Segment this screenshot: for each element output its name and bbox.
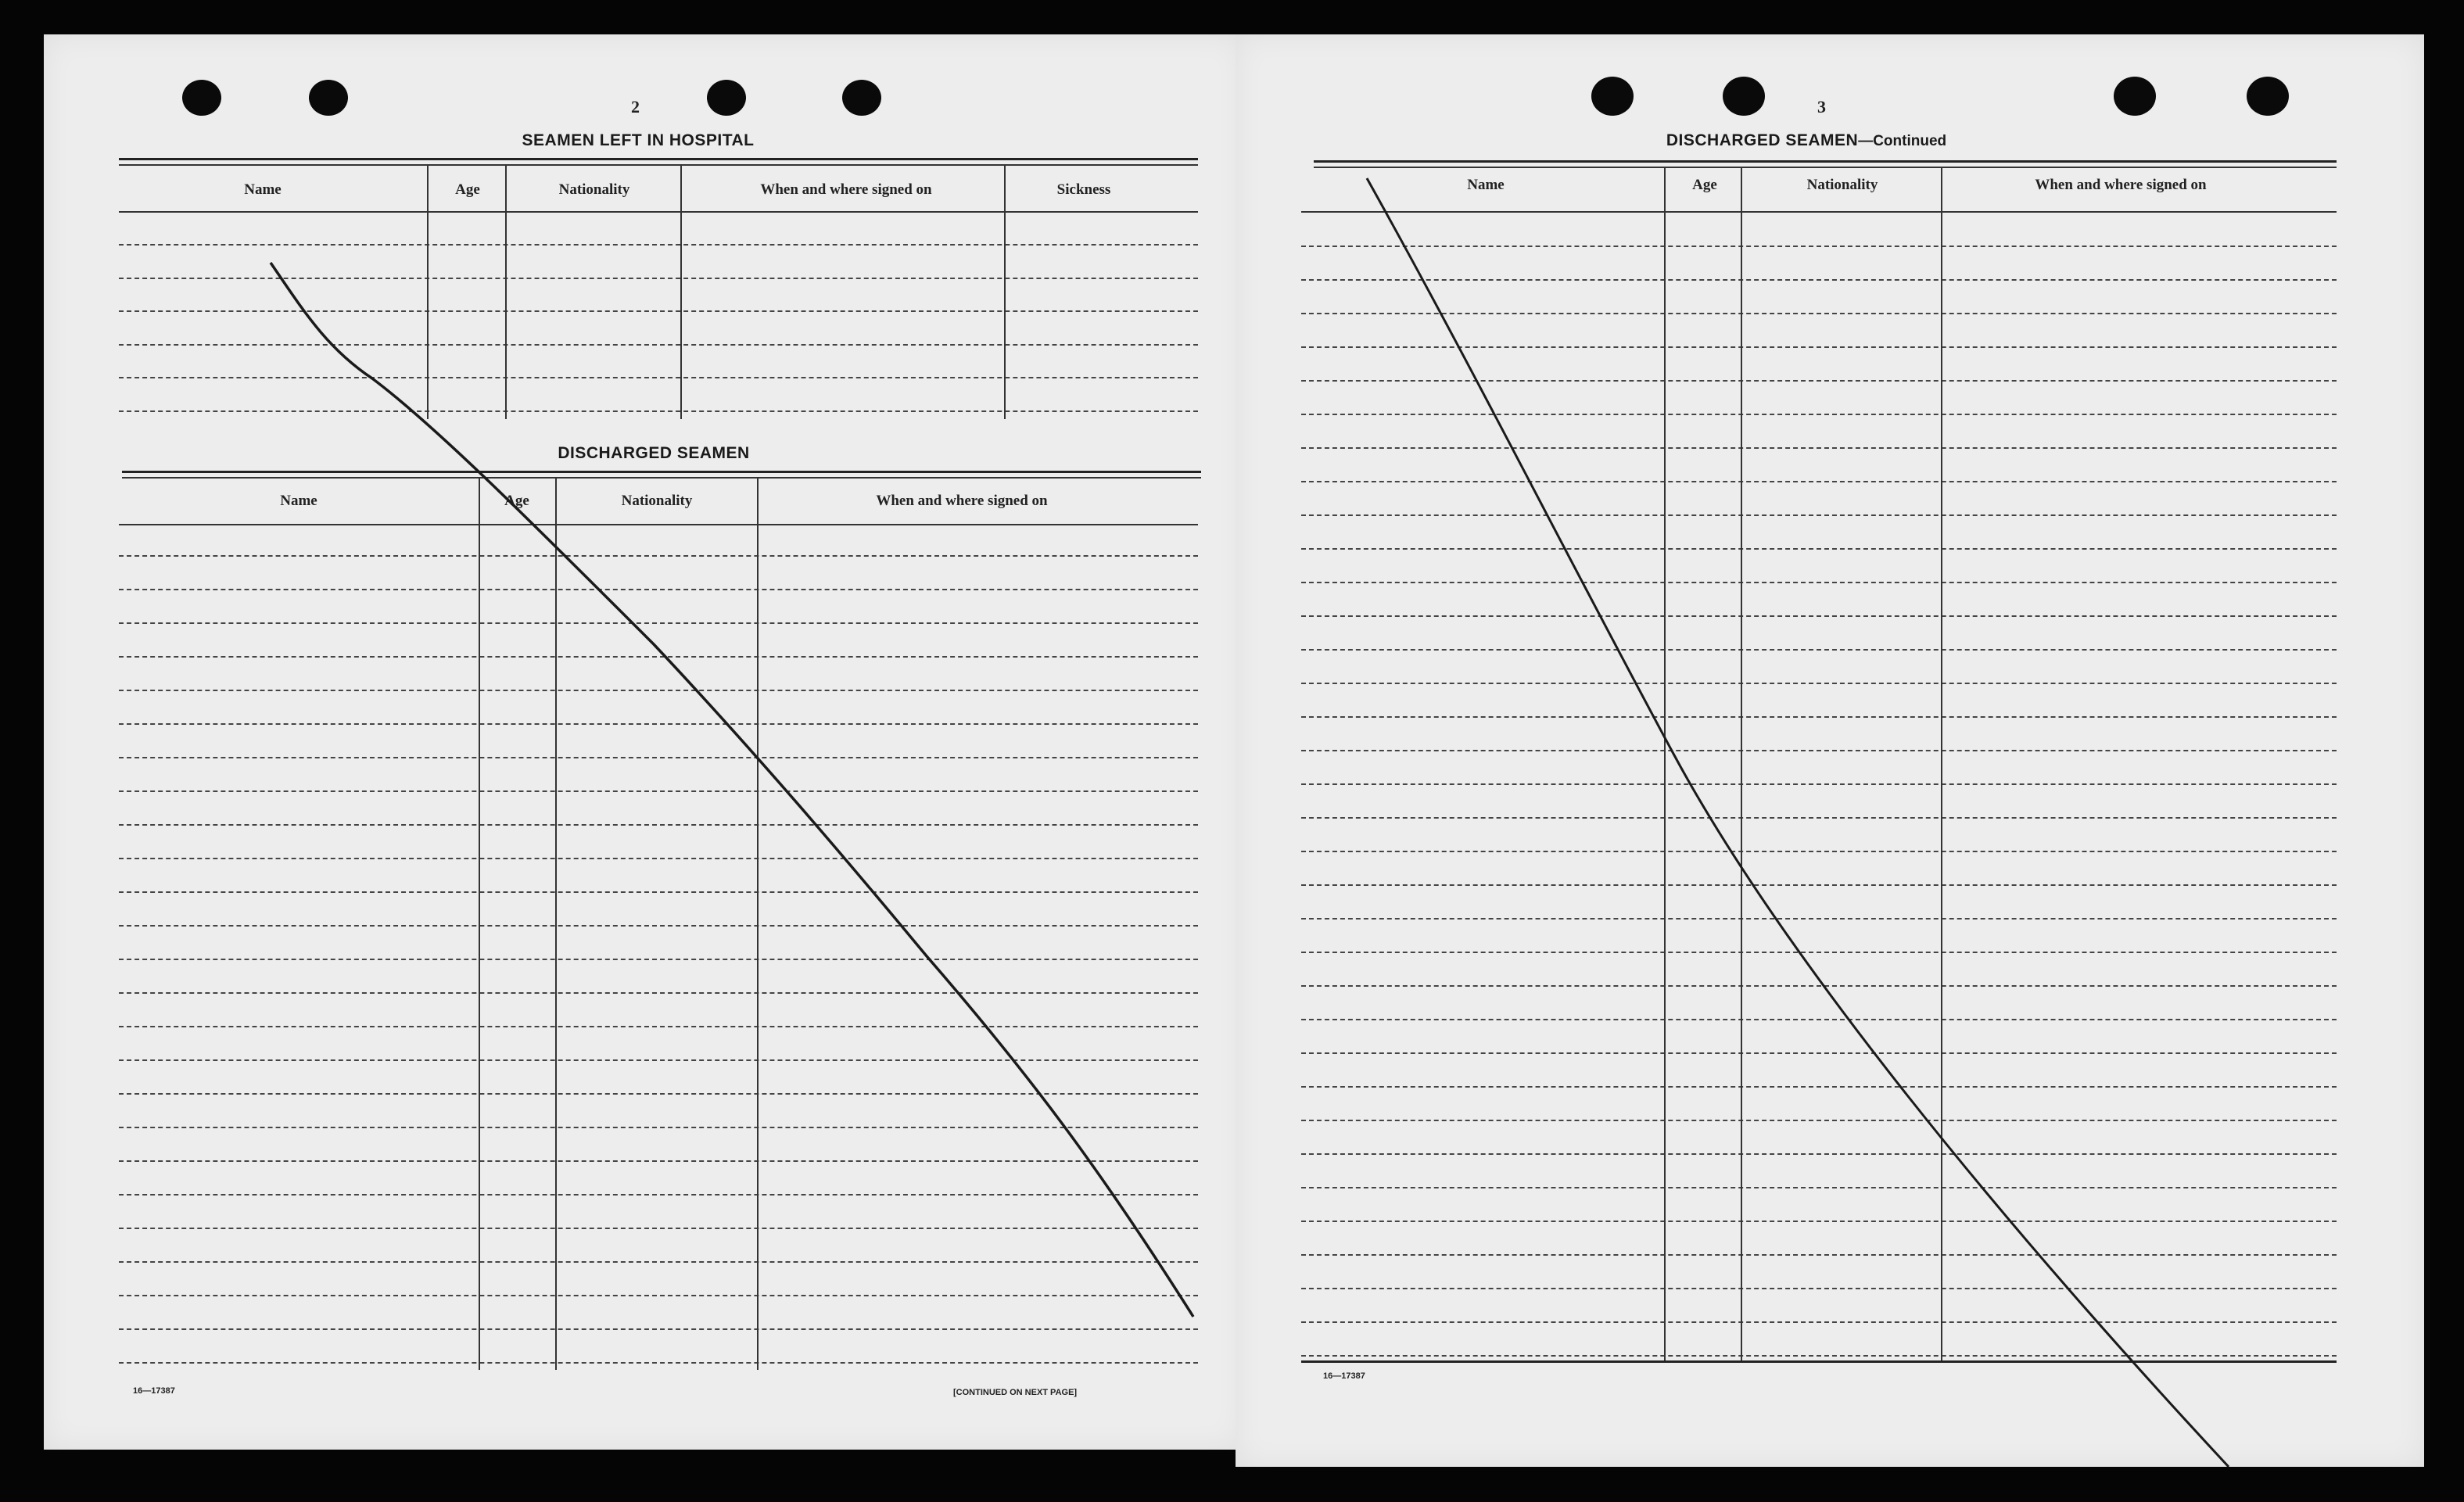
section-rule [1314, 160, 2337, 163]
column-header: Name [280, 493, 317, 509]
punch-hole [2114, 77, 2156, 116]
column-header: Sickness [1056, 181, 1111, 198]
table-row [119, 1228, 1198, 1229]
table-row [1301, 447, 2337, 449]
table-row [119, 410, 1198, 412]
column-header: When and where signed on [876, 493, 1048, 509]
discharged-continued-title-main: DISCHARGED SEAMEN [1666, 131, 1859, 149]
table-row [1301, 750, 2337, 751]
table-row [119, 891, 1198, 893]
table-row [119, 992, 1198, 994]
table-row [119, 1295, 1198, 1296]
discharged-section-title: DISCHARGED SEAMEN [558, 444, 750, 462]
table-row [1301, 1254, 2337, 1256]
left-page [44, 34, 1243, 1450]
table-row [1301, 1120, 2337, 1121]
column-divider [1004, 164, 1006, 419]
table-row [119, 723, 1198, 725]
table-row [119, 1261, 1198, 1263]
column-divider [427, 164, 429, 419]
header-rule [1301, 211, 2337, 213]
table-row [119, 824, 1198, 826]
table-row [1301, 918, 2337, 919]
table-row [119, 1093, 1198, 1095]
table-row [119, 278, 1198, 279]
section-rule [119, 164, 1198, 166]
table-row [1301, 1221, 2337, 1222]
column-divider [505, 164, 507, 419]
table-row [1301, 716, 2337, 718]
table-row [119, 589, 1198, 590]
section-rule [1314, 167, 2337, 168]
column-header: Age [455, 181, 480, 198]
table-row [1301, 1052, 2337, 1054]
form-number: 16—17387 [133, 1386, 175, 1396]
table-row [1301, 313, 2337, 314]
table-row [1301, 985, 2337, 987]
table-row [1301, 481, 2337, 482]
column-divider [555, 477, 557, 1370]
punch-hole [309, 80, 348, 116]
table-row [119, 622, 1198, 624]
table-row [1301, 683, 2337, 684]
table-row [119, 790, 1198, 792]
table-row [1301, 380, 2337, 382]
table-row [119, 1127, 1198, 1128]
table-row [1301, 246, 2337, 247]
column-header: Age [1692, 177, 1717, 193]
table-row [1301, 514, 2337, 516]
table-row [1301, 1288, 2337, 1289]
punch-hole [707, 80, 746, 116]
column-divider [680, 164, 682, 419]
table-row [1301, 414, 2337, 415]
column-header: Name [244, 181, 282, 198]
right-page [1236, 34, 2424, 1467]
table-row [1301, 1355, 2337, 1357]
table-row [119, 344, 1198, 346]
section-rule [122, 471, 1201, 473]
column-header: Name [1467, 177, 1505, 193]
column-divider [1941, 167, 1942, 1360]
table-row [1301, 279, 2337, 281]
page-number: 2 [631, 97, 640, 117]
table-row [1301, 649, 2337, 651]
table-row [1301, 1086, 2337, 1088]
header-rule [119, 211, 1198, 213]
strike-through-line [44, 34, 1243, 1450]
table-row [1301, 548, 2337, 550]
column-header: When and where signed on [2035, 177, 2207, 193]
column-header: Nationality [621, 493, 693, 509]
table-row [119, 757, 1198, 758]
header-rule [119, 524, 1198, 525]
table-row [119, 244, 1198, 246]
column-header: When and where signed on [760, 181, 932, 198]
table-row [119, 1059, 1198, 1061]
punch-hole [1591, 77, 1634, 116]
discharged-continued-title [1666, 131, 1946, 150]
table-row [1301, 1187, 2337, 1188]
table-row [1301, 783, 2337, 785]
table-row [119, 925, 1198, 927]
punch-hole [842, 80, 881, 116]
table-row [119, 690, 1198, 691]
table-row [119, 1328, 1198, 1330]
table-row [119, 1362, 1198, 1364]
table-row [119, 858, 1198, 859]
column-divider [479, 477, 480, 1370]
section-rule [119, 158, 1198, 160]
table-row [1301, 346, 2337, 348]
table-row [119, 959, 1198, 960]
table-row [119, 1194, 1198, 1196]
table-row [119, 310, 1198, 312]
continued-note: [CONTINUED ON NEXT PAGE] [953, 1388, 1078, 1397]
table-row [1301, 884, 2337, 886]
table-row [119, 656, 1198, 658]
table-row [119, 1026, 1198, 1027]
table-row [1301, 851, 2337, 852]
table-row [1301, 1019, 2337, 1020]
column-divider [757, 477, 759, 1370]
column-header: Nationality [1806, 177, 1878, 193]
table-row [1301, 582, 2337, 583]
table-row [1301, 1153, 2337, 1155]
section-rule [122, 477, 1201, 479]
table-bottom-rule [1301, 1360, 2337, 1363]
page-number: 3 [1817, 97, 1826, 117]
table-row [1301, 1321, 2337, 1323]
punch-hole [1723, 77, 1765, 116]
table-row [1301, 952, 2337, 953]
continued-suffix: —Continued [1858, 133, 1947, 149]
punch-hole [182, 80, 221, 116]
column-header: Age [504, 493, 529, 509]
hospital-section-title: SEAMEN LEFT IN HOSPITAL [522, 131, 755, 149]
punch-hole [2247, 77, 2289, 116]
form-number: 16—17387 [1323, 1371, 1365, 1381]
table-row [119, 555, 1198, 557]
column-header: Nationality [558, 181, 630, 198]
table-row [119, 377, 1198, 378]
table-row [1301, 817, 2337, 819]
table-row [119, 1160, 1198, 1162]
column-divider [1741, 167, 1742, 1360]
table-row [1301, 615, 2337, 617]
column-divider [1664, 167, 1666, 1360]
